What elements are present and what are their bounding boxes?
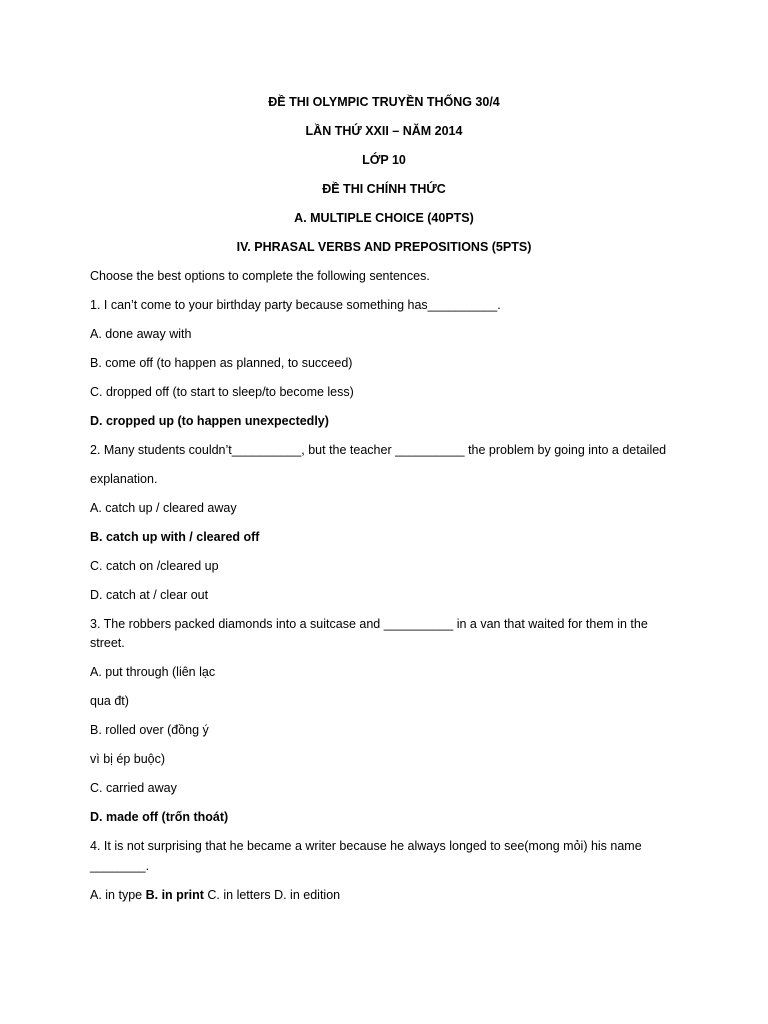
exam-edition: LẦN THỨ XXII – NĂM 2014 (305, 124, 463, 138)
question-3-stem: 3. The robbers packed diamonds into a suitcase and __________ in a van that waited for them in the (90, 617, 648, 631)
question-3-option-a-continued: qua đt) (90, 694, 129, 708)
exam-official-label: ĐỀ THI CHÍNH THỨC (322, 182, 446, 196)
question-1-option-b: B. come off (to happen as planned, to succeed) (90, 356, 353, 370)
question-2-stem: 2. Many students couldn’t__________, but the teacher __________ the problem by going into a detailed (90, 443, 667, 457)
section-heading: A. MULTIPLE CHOICE (40PTS) (294, 211, 474, 225)
question-4-stem: 4. It is not surprising that he became a writer because he always longed to see(mong mỏi) his name (90, 839, 642, 853)
question-1-option-d-answer: D. cropped up (to happen unexpectedly) (90, 414, 329, 428)
question-2-option-c: C. catch on /cleared up (90, 559, 219, 573)
question-1-option-a: A. done away with (90, 327, 192, 341)
question-3-option-b: B. rolled over (đồng ý (90, 723, 209, 737)
question-4-stem-continued: ________. (90, 859, 150, 873)
question-3-option-b-continued: vì bị ép buộc) (90, 752, 166, 766)
question-1-stem: 1. I can’t come to your birthday party because something has__________. (90, 298, 501, 312)
question-4-options-c-d: C. in letters D. in edition (203, 888, 341, 902)
instructions: Choose the best options to complete the following sentences. (90, 269, 430, 283)
question-1-option-c: C. dropped off (to start to sleep/to become less) (90, 385, 354, 399)
question-3-option-d-answer: D. made off (trốn thoát) (90, 810, 229, 824)
question-3-option-c: C. carried away (90, 781, 177, 795)
question-4-option-b-answer: B. in print (145, 888, 204, 902)
question-3-option-a: A. put through (liên lạc (90, 665, 216, 679)
question-3-stem-continued: street. (90, 636, 125, 650)
question-2-option-b-answer: B. catch up with / cleared off (90, 530, 260, 544)
part-heading: IV. PHRASAL VERBS AND PREPOSITIONS (5PTS) (236, 240, 532, 254)
question-2-stem-continued: explanation. (90, 472, 158, 486)
exam-title: ĐỀ THI OLYMPIC TRUYỀN THỐNG 30/4 (268, 95, 500, 109)
question-4-options (90, 887, 340, 903)
question-2-option-a: A. catch up / cleared away (90, 501, 237, 515)
question-4-option-a: A. in type (90, 888, 146, 902)
question-2-option-d: D. catch at / clear out (90, 588, 209, 602)
exam-grade: LỚP 10 (362, 153, 406, 167)
